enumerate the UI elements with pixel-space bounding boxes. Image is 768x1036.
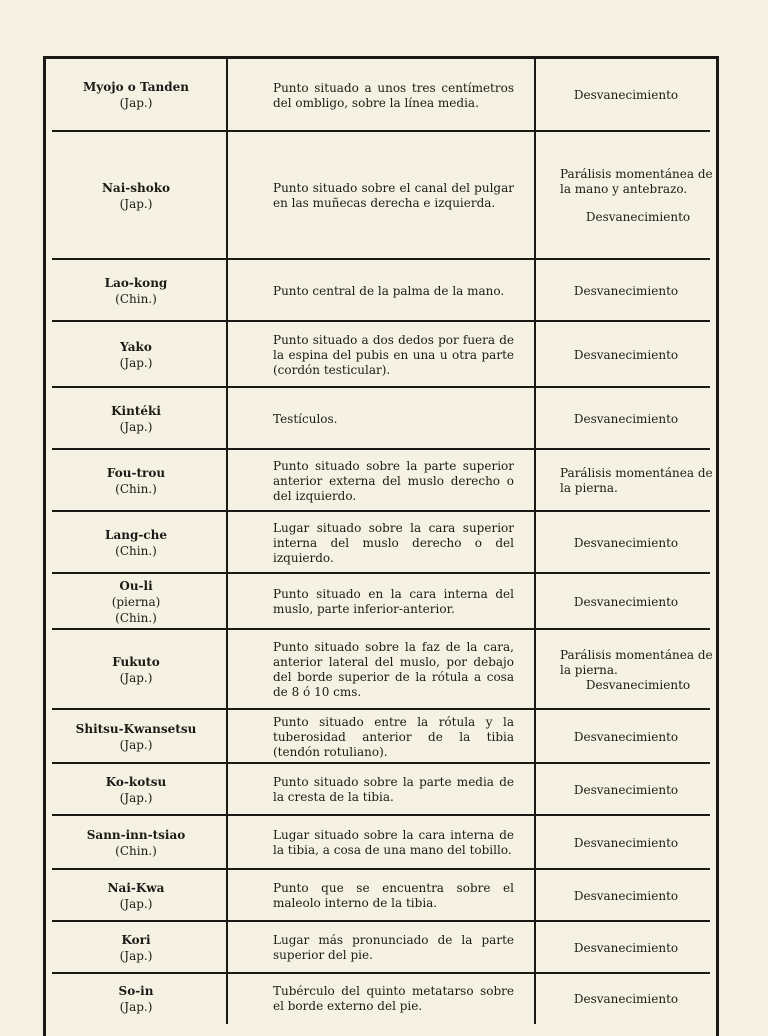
table-row xyxy=(46,450,716,512)
point-description: Lugar más pronunciado de la parte superior del pie. xyxy=(273,933,514,962)
point-effect: Desvanecimiento xyxy=(573,729,679,744)
point-description: Punto situado sobre el canal del pulgar en las muñecas derecha e izquierda. xyxy=(273,181,514,210)
point-description: Punto situado en la cara interna del muslo, parte inferior-anterior. xyxy=(273,587,514,616)
point-origin: (Jap.) xyxy=(119,948,153,963)
table-row xyxy=(46,870,716,922)
point-effect: Desvanecimiento xyxy=(573,88,679,102)
point-origin: (Jap.) xyxy=(119,96,153,110)
point-effect: Desvanecimiento xyxy=(573,888,679,903)
point-origin: (Jap.) xyxy=(119,790,153,805)
point-origin: (Jap.) xyxy=(119,999,153,1014)
point-effect: Desvanecimiento xyxy=(573,535,679,550)
table-row xyxy=(46,710,716,764)
table-row xyxy=(46,922,716,974)
point-description: Punto que se encuentra sobre el maleolo interno de la tibia. xyxy=(273,881,514,910)
point-name: Myojo o Tanden xyxy=(83,80,189,94)
table-row xyxy=(46,388,716,450)
point-name: Ko-kotsu xyxy=(105,774,167,789)
point-effect: Desvanecimiento xyxy=(573,283,679,298)
point-effect: Desvanecimiento xyxy=(573,594,679,609)
point-name: Kori xyxy=(121,932,151,947)
point-origin: (Chin.) xyxy=(115,481,157,496)
table-row xyxy=(46,764,716,816)
point-origin: (Jap.) xyxy=(119,196,153,211)
point-description: Punto situado entre la rótula y la tuberosidad anterior de la tibia (tendón rotuliano). xyxy=(273,714,514,759)
point-name: Nai-shoko xyxy=(101,180,171,195)
point-origin: (Chin.) xyxy=(115,843,157,858)
table-row xyxy=(46,59,716,132)
point-description: Punto situado sobre la parte media de la cresta de la tibia. xyxy=(273,775,514,804)
point-effect: Desvanecimiento xyxy=(573,347,679,362)
point-name: Fukuto xyxy=(112,654,160,669)
table-row xyxy=(46,574,716,630)
table-row xyxy=(46,260,716,322)
point-effect: Desvanecimiento xyxy=(573,411,679,426)
point-name: Fou-trou xyxy=(106,465,166,480)
point-origin: (Jap.) xyxy=(119,896,153,911)
point-name: Lao-kong xyxy=(104,275,168,290)
point-name: Lang-che xyxy=(105,527,167,542)
point-description: Punto central de la palma de la mano. xyxy=(273,283,505,298)
point-origin-qualifier: (pierna) xyxy=(111,594,161,609)
point-origin: (Chin.) xyxy=(115,610,157,625)
point-name: Yako xyxy=(120,339,152,354)
point-origin: (Jap.) xyxy=(119,355,153,370)
point-effect-secondary: Desvanecimiento xyxy=(585,210,691,224)
point-effect: Parálisis momentánea de la pierna. xyxy=(560,466,713,495)
table-row xyxy=(46,512,716,574)
point-effect: Desvanecimiento xyxy=(573,940,679,955)
point-effect: Desvanecimiento xyxy=(573,835,679,850)
point-description: Punto situado a unos tres centímetros del ombligo, sobre la línea media. xyxy=(273,80,514,110)
point-effect: Desvanecimiento xyxy=(573,991,679,1006)
table-row xyxy=(46,816,716,870)
point-name: Nai-Kwa xyxy=(107,880,165,895)
point-origin: (Chin.) xyxy=(115,291,157,306)
table-row xyxy=(46,322,716,388)
point-effect: Parálisis momentánea de la pierna. xyxy=(560,647,713,677)
point-name: Sann-inn-tsiao xyxy=(86,827,186,842)
point-description: Testículos. xyxy=(273,411,338,426)
point-effect-secondary: Desvanecimiento xyxy=(585,677,691,692)
point-effect: Desvanecimiento xyxy=(573,782,679,797)
point-description: Lugar situado sobre la cara interna de la tibia, a cosa de una mano del tobillo. xyxy=(273,828,514,857)
point-description: Punto situado sobre la faz de la cara, anterior lateral del muslo, por debajo del borde superior de la rótula a cosa de 8 ó 10 cms. xyxy=(273,640,514,699)
point-name: Kintéki xyxy=(111,403,161,418)
table-row xyxy=(46,132,716,260)
table-row xyxy=(46,974,716,1024)
point-name: Ou-li xyxy=(119,578,153,593)
point-description: Punto situado sobre la parte superior anterior externa del muslo derecho o del izquierdo. xyxy=(273,458,514,503)
point-effect: Parálisis momentánea de la mano y antebrazo. xyxy=(560,167,713,196)
point-description: Tubérculo del quinto metatarso sobre el borde externo del pie. xyxy=(273,984,514,1013)
point-description: Lugar situado sobre la cara superior interna del muslo derecho o del izquierdo. xyxy=(273,520,514,565)
table-row xyxy=(46,630,716,710)
point-origin: (Jap.) xyxy=(119,419,153,434)
point-name: So-in xyxy=(118,983,154,998)
point-description: Punto situado a dos dedos por fuera de la espina del pubis en una u otra parte (cordón testicular). xyxy=(273,332,514,377)
point-name: Shitsu-Kwansetsu xyxy=(75,721,197,736)
point-origin: (Jap.) xyxy=(119,670,153,685)
point-origin: (Chin.) xyxy=(115,543,157,558)
point-origin: (Jap.) xyxy=(119,737,153,752)
